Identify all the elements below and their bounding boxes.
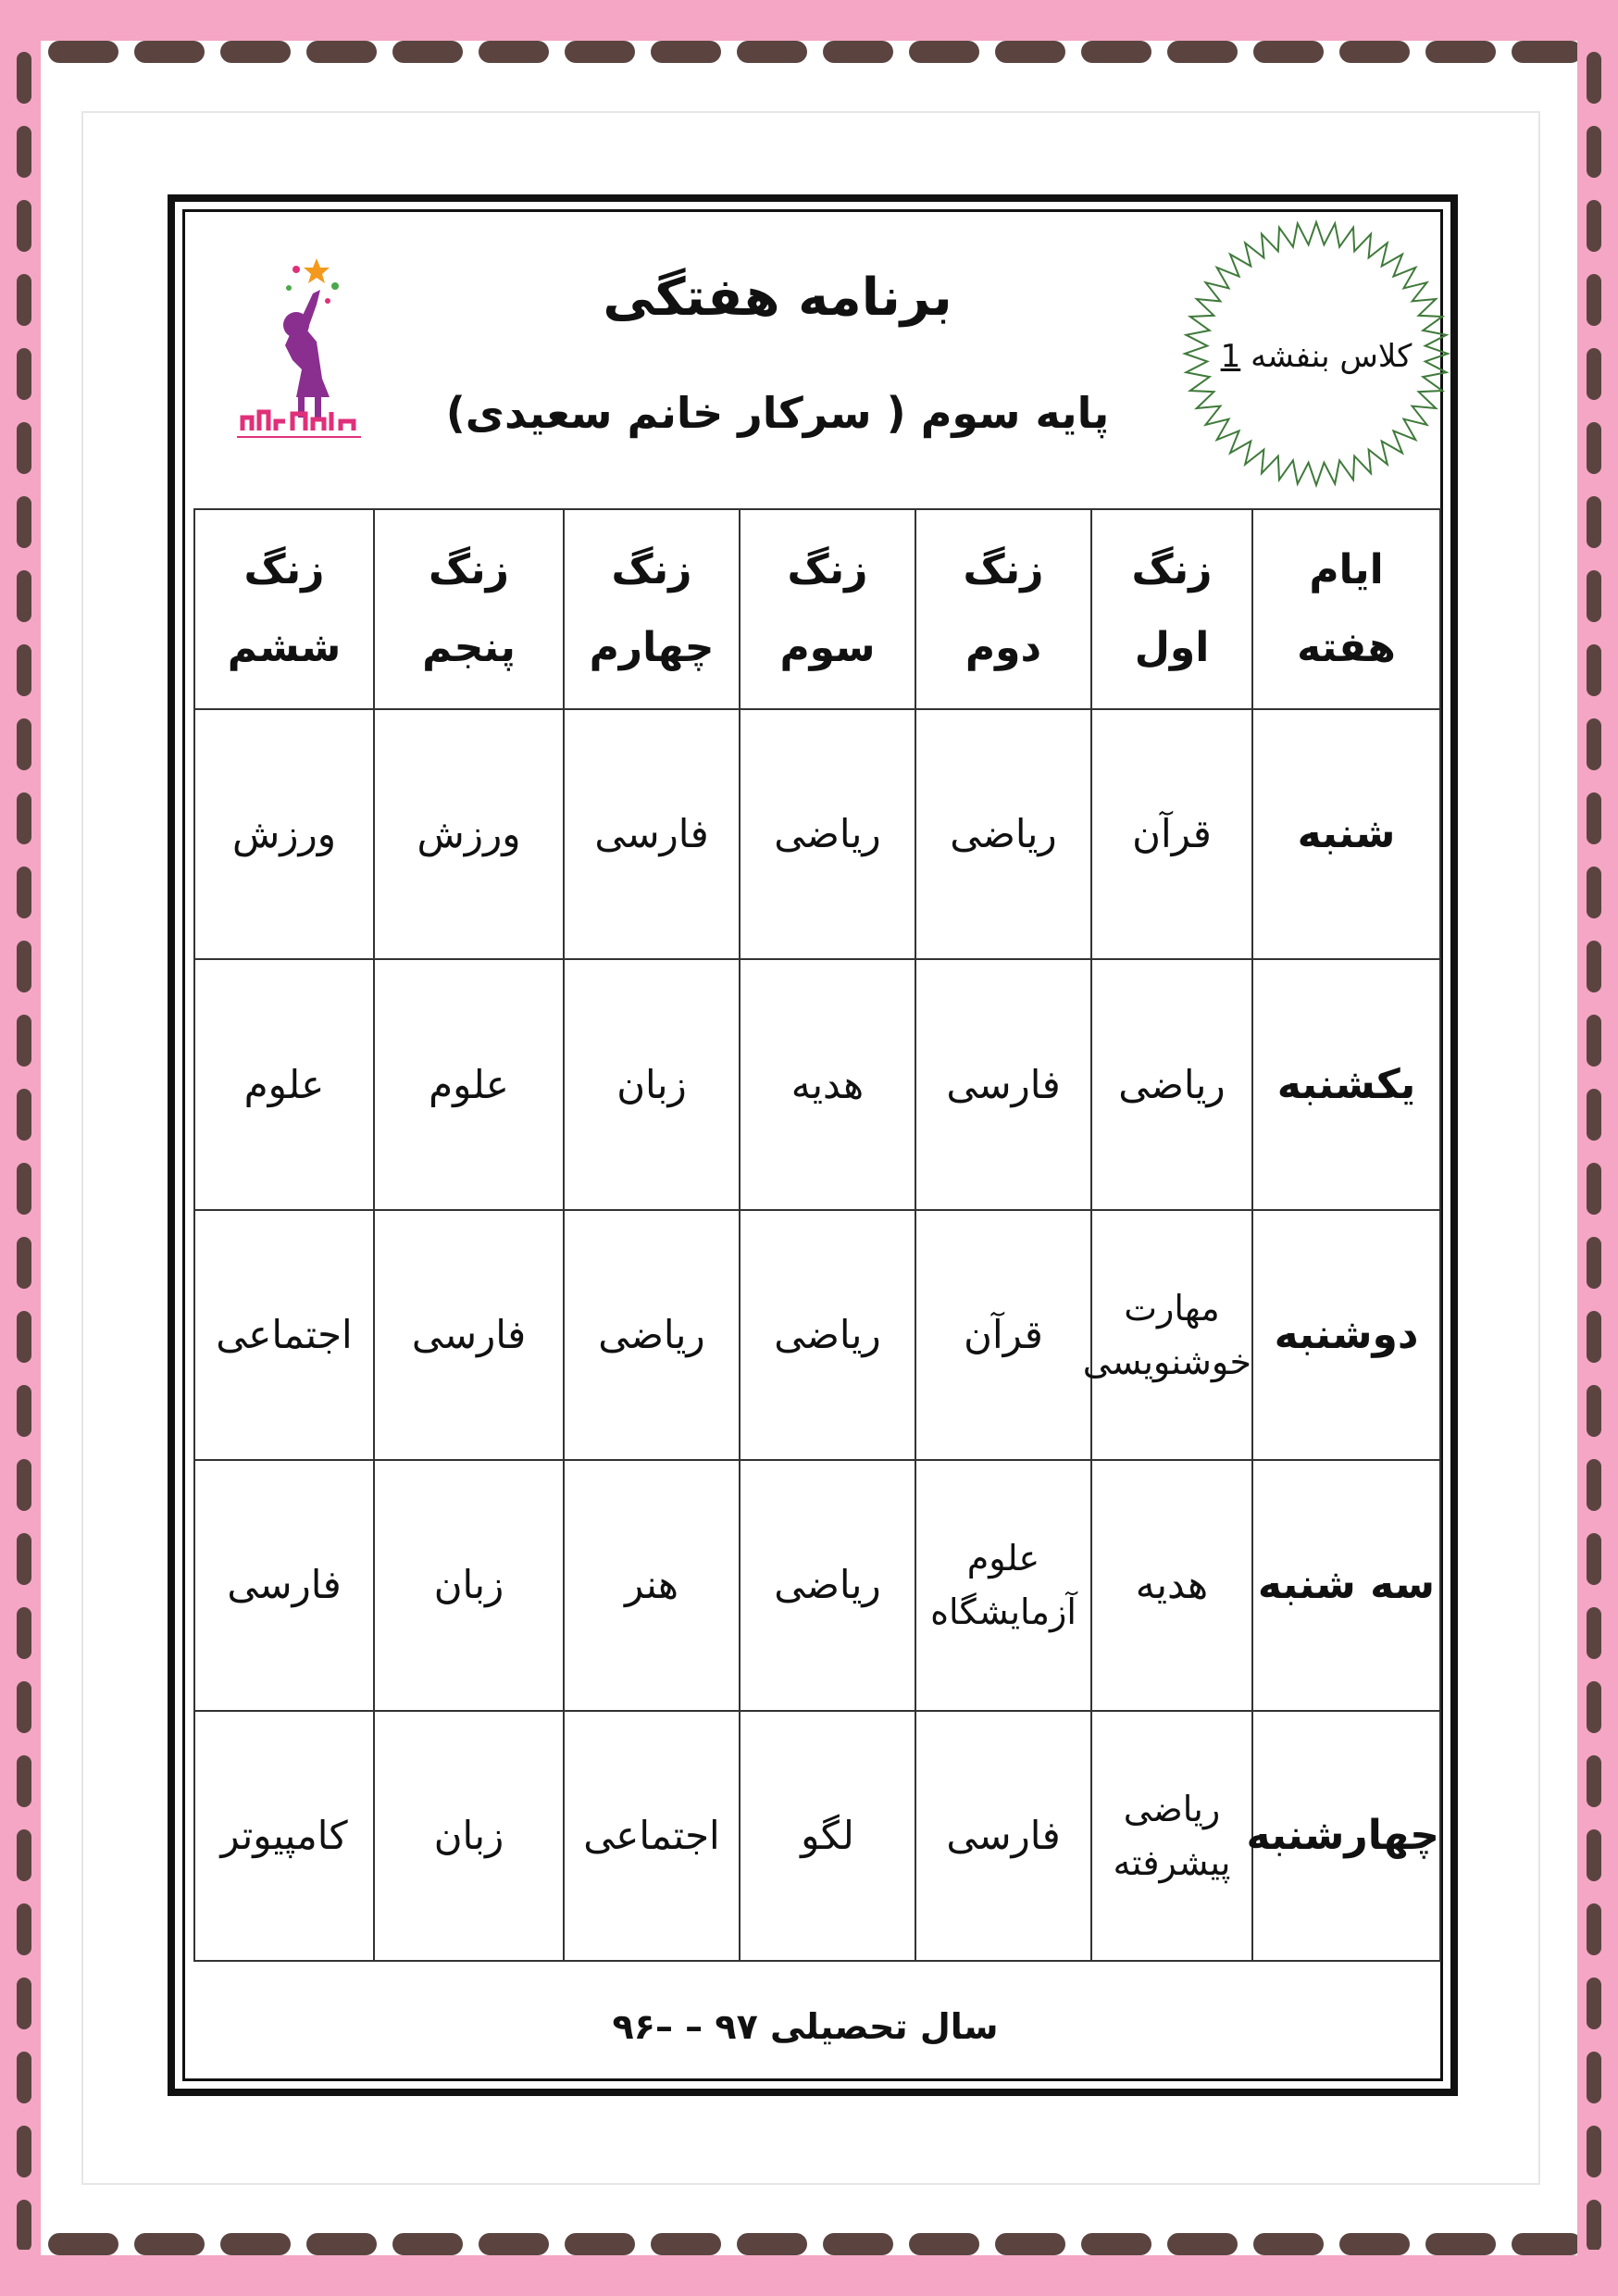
subject-text: هدیه — [1135, 1562, 1209, 1608]
subject-text: کامپیوتر — [220, 1812, 348, 1858]
subject-text: ریاضی — [1123, 1788, 1221, 1829]
subject-cell — [564, 1460, 740, 1710]
subject-text: علوم — [243, 1061, 325, 1107]
period-header: زنگ ششم — [194, 509, 374, 709]
subject-cell — [1091, 959, 1252, 1209]
day-cell: سه شنبه — [1252, 1460, 1440, 1710]
subject-text: هدیه — [790, 1061, 865, 1107]
period-header: زنگ دوم — [915, 509, 1091, 709]
subject-text: زبان — [616, 1061, 687, 1107]
table-row — [194, 959, 1440, 1209]
subject-text: آزمایشگاه — [930, 1591, 1077, 1633]
subject-cell — [740, 1711, 915, 1961]
day-column-header: ایام هفته — [1252, 509, 1440, 709]
subject-text: فارسی — [411, 1311, 527, 1357]
subject-text: ریاضی — [950, 811, 1057, 857]
subject-cell — [374, 709, 564, 959]
subject-cell — [915, 1210, 1091, 1460]
subject-cell — [564, 1711, 740, 1961]
class-label — [1214, 338, 1418, 375]
subject-cell — [740, 1460, 915, 1710]
subject-cell — [1091, 1711, 1252, 1961]
subject-text: مهارت — [1124, 1287, 1220, 1329]
day-cell: شنبه — [1252, 709, 1440, 959]
table-row — [194, 1711, 1440, 1961]
subject-cell — [564, 1210, 740, 1460]
top-dash-border — [41, 33, 1577, 70]
subject-cell — [564, 709, 740, 959]
right-dash-border — [1575, 46, 1612, 2250]
subject-text: علوم — [429, 1061, 509, 1107]
subject-text: قرآن — [1132, 811, 1212, 857]
subject-text: فارسی — [946, 1812, 1061, 1858]
subject-cell — [740, 709, 915, 959]
subject-text: اجتماعی — [583, 1812, 720, 1858]
period-header: زنگ اول — [1091, 509, 1252, 709]
subject-cell — [915, 959, 1091, 1209]
subject-cell — [564, 959, 740, 1209]
subject-text: زبان — [433, 1812, 504, 1858]
subject-cell — [374, 1210, 564, 1460]
subject-cell — [1091, 1460, 1252, 1710]
subject-cell — [194, 1210, 374, 1460]
subject-cell — [1091, 709, 1252, 959]
subject-text: فارسی — [946, 1061, 1061, 1107]
table-row — [194, 1460, 1440, 1710]
subject-text: ریاضی — [1118, 1061, 1226, 1107]
subject-cell — [374, 1711, 564, 1961]
subject-text: ریاضی — [774, 1562, 881, 1608]
subject-cell — [194, 709, 374, 959]
subject-cell — [1082, 1210, 1252, 1460]
subject-text: اجتماعی — [216, 1311, 353, 1357]
subject-text: لگو — [801, 1812, 854, 1858]
subject-cell — [194, 959, 374, 1209]
day-cell: یکشنبه — [1252, 959, 1440, 1209]
class-number: 1 — [1220, 338, 1241, 375]
subject-text: ریاضی — [774, 1311, 881, 1357]
schedule-frame — [168, 194, 1458, 2096]
girl-reaching-stars-logo-icon — [231, 249, 370, 443]
table-row — [194, 709, 1440, 959]
subject-text: فارسی — [227, 1562, 342, 1608]
period-header: زنگ پنجم — [374, 509, 564, 709]
subject-cell — [915, 1711, 1091, 1961]
subject-cell — [915, 709, 1091, 959]
period-header: زنگ سوم — [740, 509, 915, 709]
subject-text: ورزش — [231, 811, 337, 857]
table-row — [194, 1210, 1440, 1460]
subject-text: ریاضی — [598, 1311, 705, 1357]
left-dash-border — [6, 46, 43, 2250]
class-name: کلاس بنفشه — [1251, 338, 1413, 375]
weekly-schedule-table — [193, 508, 1441, 1962]
day-cell: دوشنبه — [1252, 1210, 1440, 1460]
subject-cell — [740, 1210, 915, 1460]
subject-text: ورزش — [417, 811, 521, 857]
page-subtitle: پایه سوم ( سرکار خانم سعیدی) — [445, 388, 1110, 438]
page-title: برنامه هفتگی — [603, 268, 952, 328]
subject-text: فارسی — [594, 811, 709, 857]
subject-text: قرآن — [964, 1311, 1043, 1357]
academic-year-footer: سال تحصیلی ۹۷ – –۹۶ — [612, 2006, 999, 2047]
subject-cell — [194, 1460, 374, 1710]
subject-text: خوشنویسی — [1082, 1341, 1251, 1382]
subject-text: پیشرفته — [1113, 1841, 1231, 1883]
day-cell: چهارشنبه — [1252, 1711, 1440, 1961]
period-header: زنگ چهارم — [564, 509, 740, 709]
subject-cell — [194, 1711, 374, 1961]
subject-cell — [374, 959, 564, 1209]
table-header-row — [194, 509, 1440, 709]
schedule-frame-inner — [182, 209, 1443, 2081]
subject-cell — [915, 1460, 1091, 1710]
bottom-dash-border — [41, 2226, 1577, 2263]
subject-cell — [740, 959, 915, 1209]
subject-text: علوم — [966, 1538, 1040, 1579]
subject-text: ریاضی — [774, 811, 881, 857]
subject-text: هنر — [625, 1562, 678, 1608]
subject-cell — [374, 1460, 564, 1710]
subject-text: زبان — [433, 1562, 504, 1608]
